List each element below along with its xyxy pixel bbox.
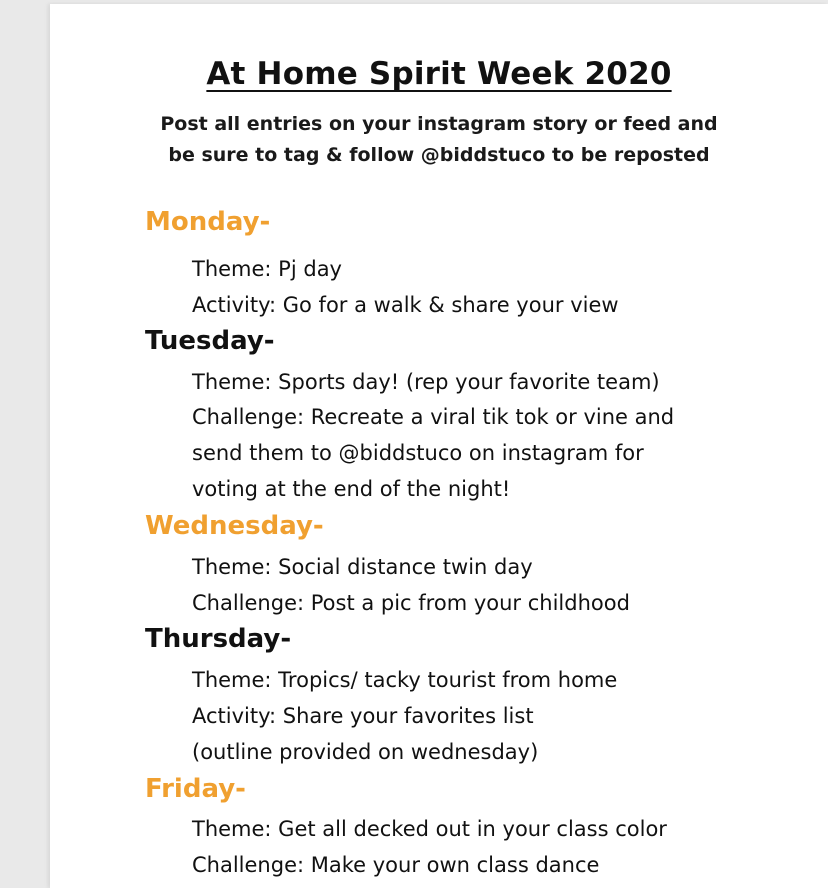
monday-theme: Theme: Pj day [192, 257, 342, 281]
day-heading-tuesday: Tuesday- [145, 326, 275, 356]
thursday-theme: Theme: Tropics/ tacky tourist from home [192, 668, 618, 692]
wednesday-challenge: Challenge: Post a pic from your childhood [192, 591, 630, 615]
document-title [50, 56, 828, 92]
day-heading-monday: Monday- [145, 207, 271, 237]
tuesday-challenge-line-2: send them to @biddstuco on instagram for [192, 441, 644, 465]
wednesday-theme: Theme: Social distance twin day [192, 555, 533, 579]
tuesday-theme: Theme: Sports day! (rep your favorite team) [192, 370, 660, 394]
monday-activity: Activity: Go for a walk & share your view [192, 293, 619, 317]
subtitle-line-2: be sure to tag & follow @biddstuco to be reposted [168, 144, 710, 166]
day-heading-wednesday: Wednesday- [145, 511, 324, 541]
tuesday-challenge-line-1: Challenge: Recreate a viral tik tok or vine and [192, 405, 675, 429]
thursday-activity-line-2: (outline provided on wednesday) [192, 740, 539, 764]
day-heading-friday: Friday- [145, 774, 246, 804]
friday-theme: Theme: Get all decked out in your class color [192, 817, 667, 841]
day-heading-thursday: Thursday- [145, 624, 292, 654]
document-page [50, 4, 828, 888]
thursday-activity-line-1: Activity: Share your favorites list [192, 704, 534, 728]
tuesday-challenge-line-3: voting at the end of the night! [192, 477, 511, 501]
document-title-text: At Home Spirit Week 2020 [206, 56, 672, 92]
subtitle-line-1: Post all entries on your instagram story or feed and [160, 113, 718, 135]
friday-challenge: Challenge: Make your own class dance [192, 853, 600, 877]
